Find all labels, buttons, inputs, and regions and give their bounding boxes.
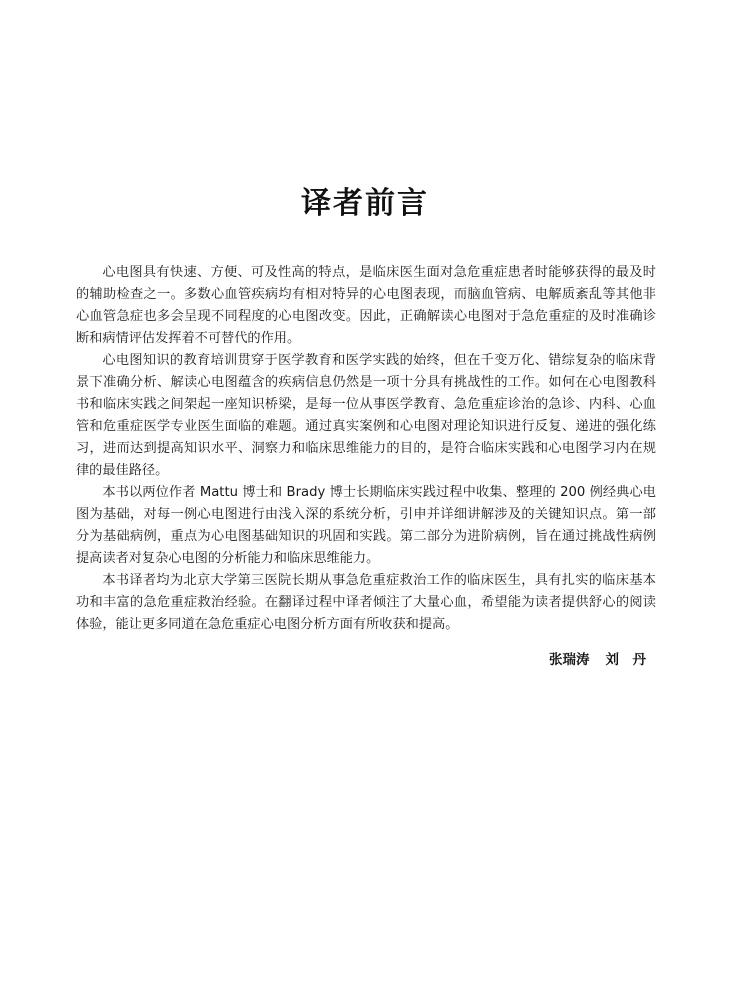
translator-name-2: 刘 丹 [605,652,646,668]
page-title: 译者前言 [301,186,429,221]
preface-body [76,262,656,636]
paragraph-1: 心电图具有快速、方便、可及性高的特点，是临床医生面对急危重症患者时能够获得的最及时的辅助检查之一。多数心血管疾病均有相对特异的心电图表现，而脑血管病、电解质紊乱等其他非心血管急症也多会呈现不同程度的心电图改变。因此，正确解读心电图对于急危重症的及时准确诊断和病情评估发挥着不可替代的作用。 [76,265,656,346]
paragraph-3: 本书以两位作者 Mattu 博士和 Brady 博士长期临床实践过程中收集、整理的 200 例经典心电图为基础，对每一例心电图进行由浅入深的系统分析，引申并详细讲解涉及的关键知识点。第一部分为基础病例，重点为心电图基础知识的巩固和实践。第二部分为进阶病例，旨在通过挑战性病例提高读者对复杂心电图的分析能力和临床思维能力。 [76,485,656,566]
paragraph-4: 本书译者均为北京大学第三医院长期从事急危重症救治工作的临床医生，具有扎实的临床基本功和丰富的急危重症救治经验。在翻译过程中译者倾注了大量心血，希望能为读者提供舒心的阅读体验，能让更多同道在急危重症心电图分析方面有所收获和提高。 [76,573,656,632]
paragraph-2: 心电图知识的教育培训贯穿于医学教育和医学实践的始终，但在千变万化、错综复杂的临床背景下准确分析、解读心电图蕴含的疾病信息仍然是一项十分具有挑战性的工作。如何在心电图教科书和临床实践之间架起一座知识桥梁，是每一位从事医学教育、急危重症诊治的急诊、内科、心血管和危重症医学专业医生面临的难题。通过真实案例和心电图对理论知识进行反复、递进的强化练习，进而达到提高知识水平、洞察力和临床思维能力的目的，是符合临床实践和心电图学习内在规律的最佳路径。 [76,353,656,478]
translator-name-1: 张瑞涛 [549,652,590,668]
translator-signature [549,648,646,668]
